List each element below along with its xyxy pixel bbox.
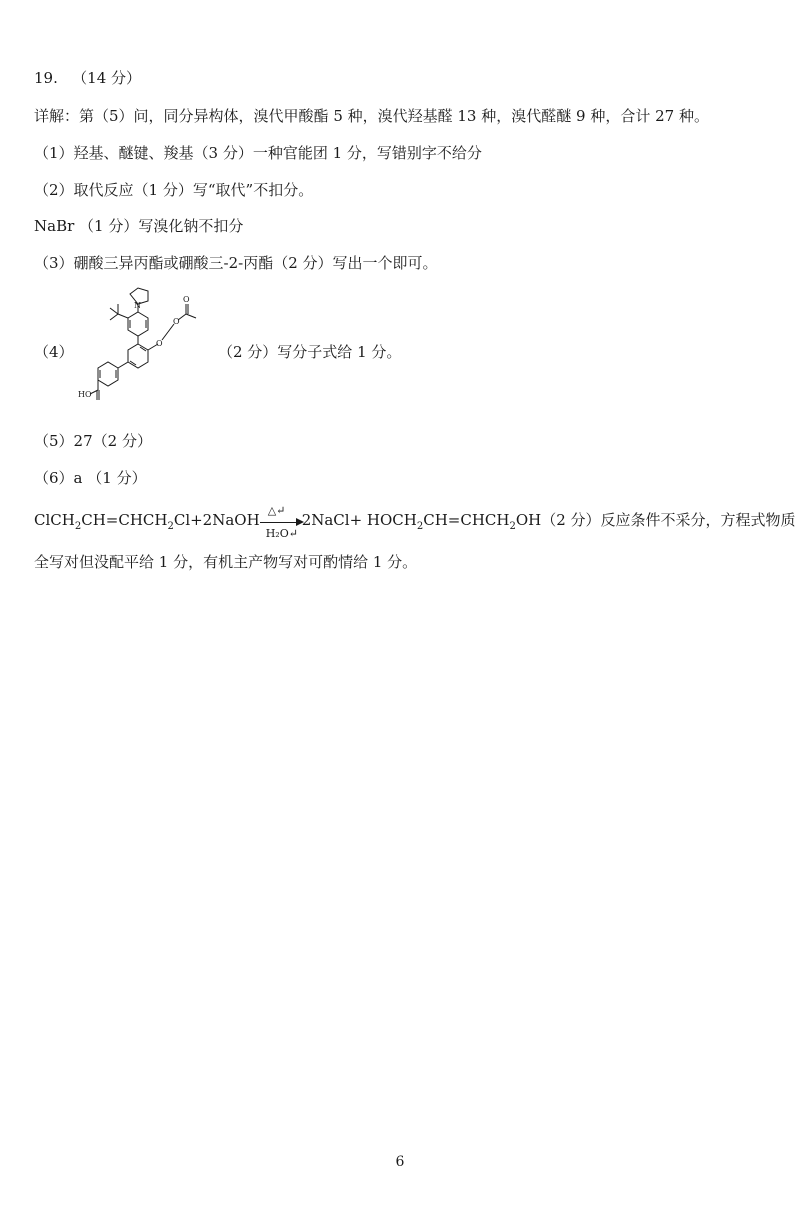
equation-note: 全写对但没配平给 1 分，有机主产物写对可酌情给 1 分。 — [34, 553, 418, 571]
condition-heat: △↵ — [267, 504, 286, 517]
eq-product-part1: 2NaCl+ HOCH — [301, 511, 417, 529]
page-number: 6 — [395, 1154, 405, 1170]
condition-solvent: H₂O↵ — [265, 527, 298, 540]
atom-ho: HO — [78, 390, 92, 399]
eq-sub-4: 2 — [509, 521, 516, 532]
atom-o-carbonyl: O — [183, 295, 190, 304]
answer-3: （3）硼酸三异丙酯或硼酸三-2-丙酯（2 分）写出一个即可。 — [34, 254, 438, 272]
answer-2b: NaBr （1 分）写溴化钠不扣分 — [34, 217, 244, 235]
molecule-structure — [78, 282, 218, 406]
detail-line: 详解：第（5）问，同分异构体，溴代甲酸酯 5 种，溴代羟基醛 13 种，溴代醛醚 9 种，合计 27 种。 — [34, 107, 709, 125]
question-header — [34, 68, 141, 88]
molecule-svg — [78, 282, 218, 406]
atom-o-ether: O — [156, 339, 163, 348]
answer-2: （2）取代反应（1 分）写“取代”不扣分。 — [34, 181, 314, 199]
eq-reactant-part2: CH=CHCH — [81, 511, 168, 529]
answer-4-text: （2 分）写分子式给 1 分。 — [218, 343, 402, 361]
eq-sub-3: 2 — [416, 521, 424, 532]
question-points: （14 分） — [72, 69, 142, 87]
eq-reactant-part1: ClCH — [34, 511, 75, 529]
eq-sub-2: 2 — [167, 521, 174, 532]
answer-4-label: （4） — [34, 343, 74, 361]
eq-product-part2: CH=CHCH — [423, 511, 510, 529]
answer-6: （6）a （1 分） — [34, 469, 147, 487]
answer-1: （1）羟基、醚键、羧基（3 分）一种官能团 1 分，写错别字不给分 — [34, 144, 482, 162]
chemical-equation — [34, 504, 796, 540]
answer-5: （5）27（2 分） — [34, 432, 152, 450]
atom-o-ester: O — [173, 317, 180, 326]
eq-reactant-part3: Cl+2NaOH — [173, 511, 260, 529]
eq-product-part3: OH（2 分）反应条件不采分，方程式物质 — [515, 511, 796, 529]
eq-sub-1: 2 — [74, 521, 82, 532]
atom-n: N — [134, 301, 141, 310]
reaction-arrow — [260, 504, 302, 540]
question-number: 19. — [34, 69, 58, 87]
